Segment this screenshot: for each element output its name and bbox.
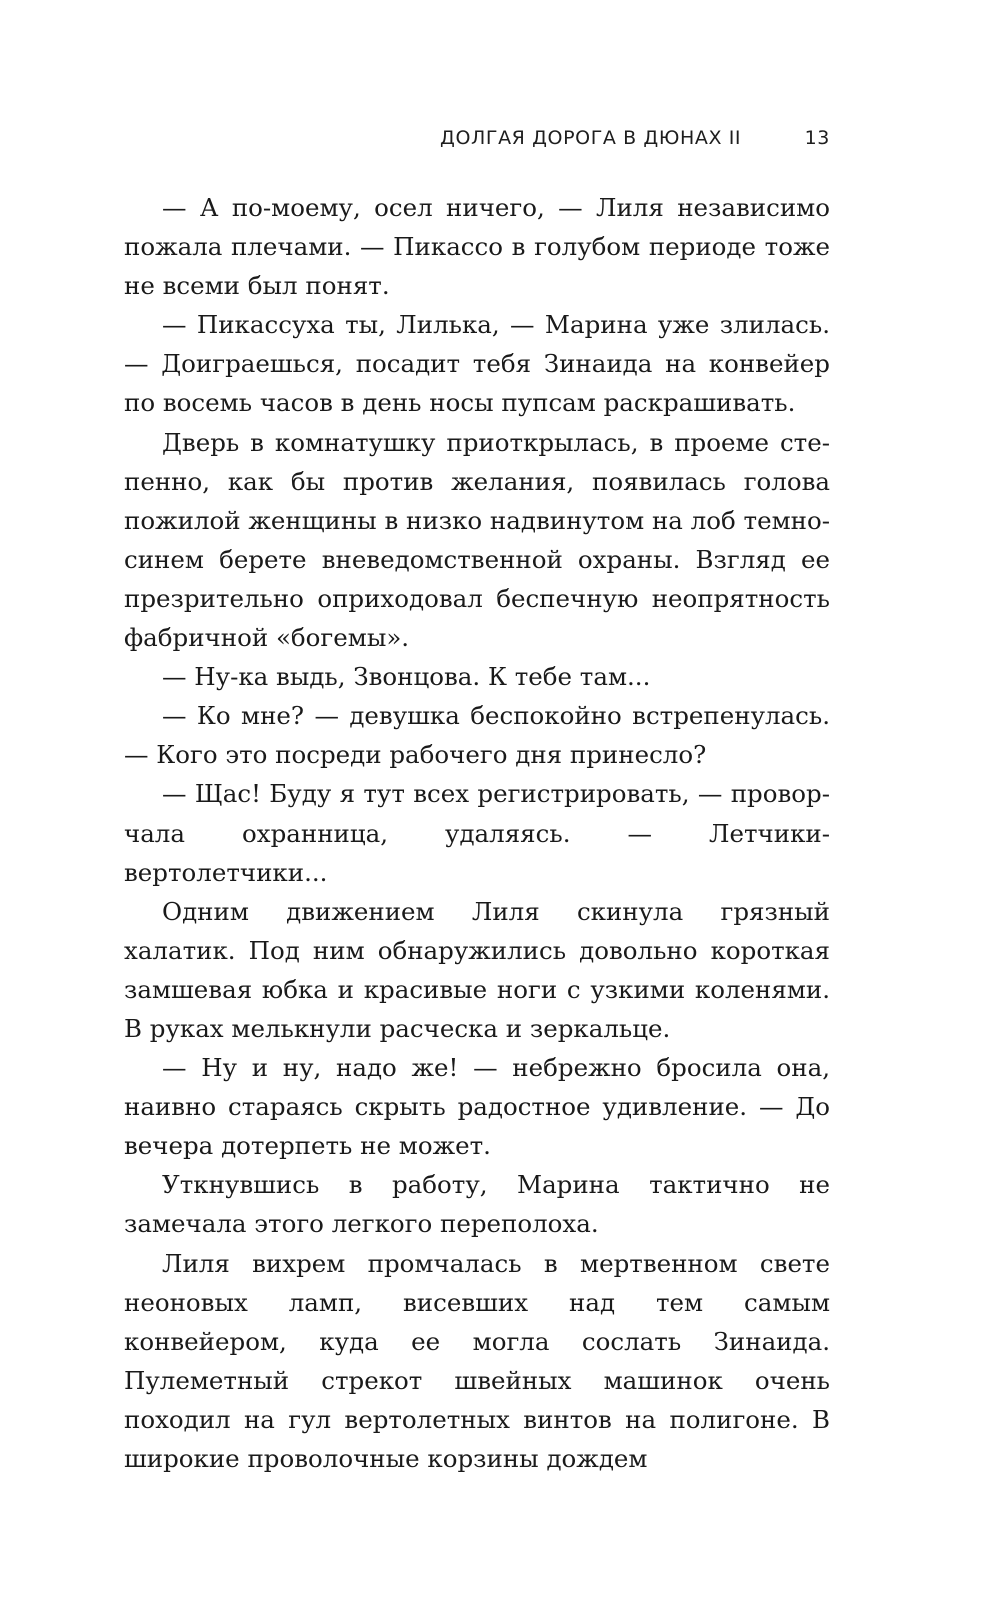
- paragraph: Одним движением Лиля скинула грязный халатик. Под ним обнаружились довольно короткая замшевая юбка и красивые ноги с узкими коленями. В руках мелькнули расческа и зеркальце.: [124, 896, 830, 1043]
- paragraph: — Ну-ка выдь, Звонцова. К тебе там...: [162, 662, 651, 692]
- body-text: [124, 188, 830, 1478]
- paragraph: — Ко мне? — девушка беспокойно встрепенулась. — Кого это посреди рабочего дня принесло?: [124, 701, 830, 770]
- page-number: 13: [804, 127, 830, 149]
- paragraph: Лиля вихрем промчалась в мертвенном свете неоновых ламп, висевших над тем самым конвейером, куда ее могла сослать Зинаида. Пулеметный стрекот швейных машинок очень походил на гул вертолетных винтов на полигоне. В широкие проволочные корзины дождем: [124, 1248, 830, 1473]
- running-title: ДОЛГАЯ ДОРОГА В ДЮНАХ II: [440, 127, 742, 149]
- running-header: [440, 121, 830, 155]
- paragraph: — Пикассуха ты, Лилька, — Марина уже злилась. — Доиграешься, посадит тебя Зинаида на конвейер по восемь часов в день носы пупсам раскрашивать.: [124, 310, 830, 418]
- paragraph: — Ну и ну, надо же! — небрежно бросила она, наивно стараясь скрыть радостное удивление. — До вечера дотерпеть не может.: [124, 1053, 830, 1161]
- paragraph: Уткнувшись в работу, Марина тактично не замечала этого легкого переполоха.: [124, 1170, 830, 1239]
- paragraph: — Щас! Буду я тут всех регистрировать, — проворчала охранница, удаляясь. — Летчики-вертолетчики...: [124, 779, 830, 887]
- paragraph: Дверь в комнатушку приоткрылась, в проеме степенно, как бы против желания, появилась голова пожилой женщины в низко надвинутом на лоб темно-синем берете вневедомственной охраны. Взгляд ее презрительно оприходовал беспечную неопрятность фабричной «богемы».: [124, 427, 831, 653]
- paragraph: — А по-моему, осел ничего, — Лиля независимо пожала плечами. — Пикассо в голубом периоде тоже не всеми был понят.: [124, 193, 830, 301]
